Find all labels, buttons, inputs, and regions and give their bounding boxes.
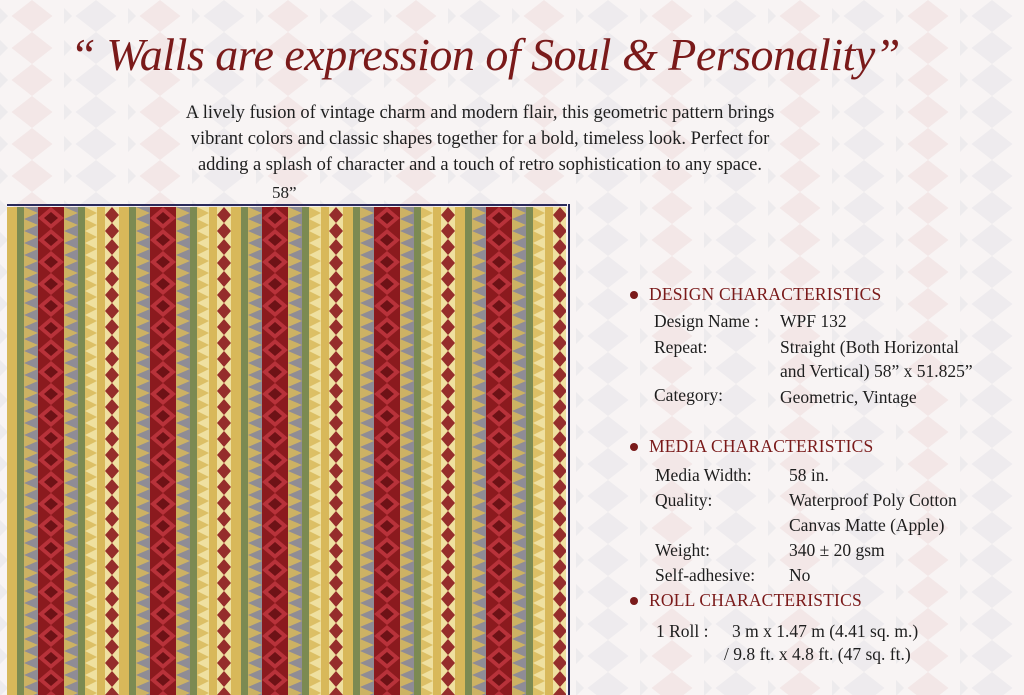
quality-label: Quality:	[655, 490, 713, 510]
bullet-icon	[630, 291, 638, 299]
roll-section-heading	[630, 590, 862, 611]
wallpaper-swatch	[7, 207, 566, 695]
repeat-value-cont: and Vertical) 58” x 51.825”	[780, 361, 973, 381]
self-adhesive-value: No	[789, 565, 811, 585]
quality-value: Waterproof Poly Cotton	[789, 490, 957, 510]
roll-heading-text: ROLL CHARACTERISTICS	[649, 590, 862, 610]
quality-value-cont: Canvas Matte (Apple)	[789, 515, 945, 535]
category-label: Category:	[654, 385, 724, 405]
design-name-value: WPF 132	[780, 311, 847, 331]
design-heading-text: DESIGN CHARACTERISTICS	[649, 284, 882, 304]
weight-value: 340 ± 20 gsm	[789, 540, 885, 560]
category-value: Geometric, Vintage	[780, 387, 917, 407]
media-width-value: 58 in.	[789, 465, 829, 485]
design-name-label: Design Name :	[654, 311, 759, 331]
intro-line: adding a splash of character and a touch of retro sophistication to any space.	[197, 155, 763, 175]
media-heading-text: MEDIA CHARACTERISTICS	[649, 436, 874, 456]
intro-line: vibrant colors and classic shapes together for a bold, timeless look. Perfect for	[190, 129, 770, 149]
media-section-heading	[630, 436, 873, 457]
height-dimension-line	[568, 204, 570, 695]
intro-line: A lively fusion of vintage charm and modern flair, this geometric pattern brings	[185, 103, 775, 123]
bullet-icon	[630, 443, 638, 451]
bullet-icon	[630, 597, 638, 605]
page-title: “ Walls are expression of Soul & Personality”	[70, 29, 900, 80]
self-adhesive-label: Self-adhesive:	[655, 565, 756, 585]
repeat-value: Straight (Both Horizontal	[780, 337, 959, 357]
media-width-label: Media Width:	[655, 465, 752, 485]
design-section-heading	[630, 284, 881, 305]
weight-label: Weight:	[655, 540, 710, 560]
width-dimension-label: 58”	[272, 183, 297, 202]
width-dimension-line	[7, 204, 567, 206]
roll-value: 3 m x 1.47 m (4.41 sq. m.)	[732, 621, 919, 641]
repeat-label: Repeat:	[654, 337, 708, 357]
intro-text	[110, 100, 850, 178]
roll-label: 1 Roll :	[656, 621, 709, 641]
roll-value-cont: / 9.8 ft. x 4.8 ft. (47 sq. ft.)	[724, 644, 911, 664]
